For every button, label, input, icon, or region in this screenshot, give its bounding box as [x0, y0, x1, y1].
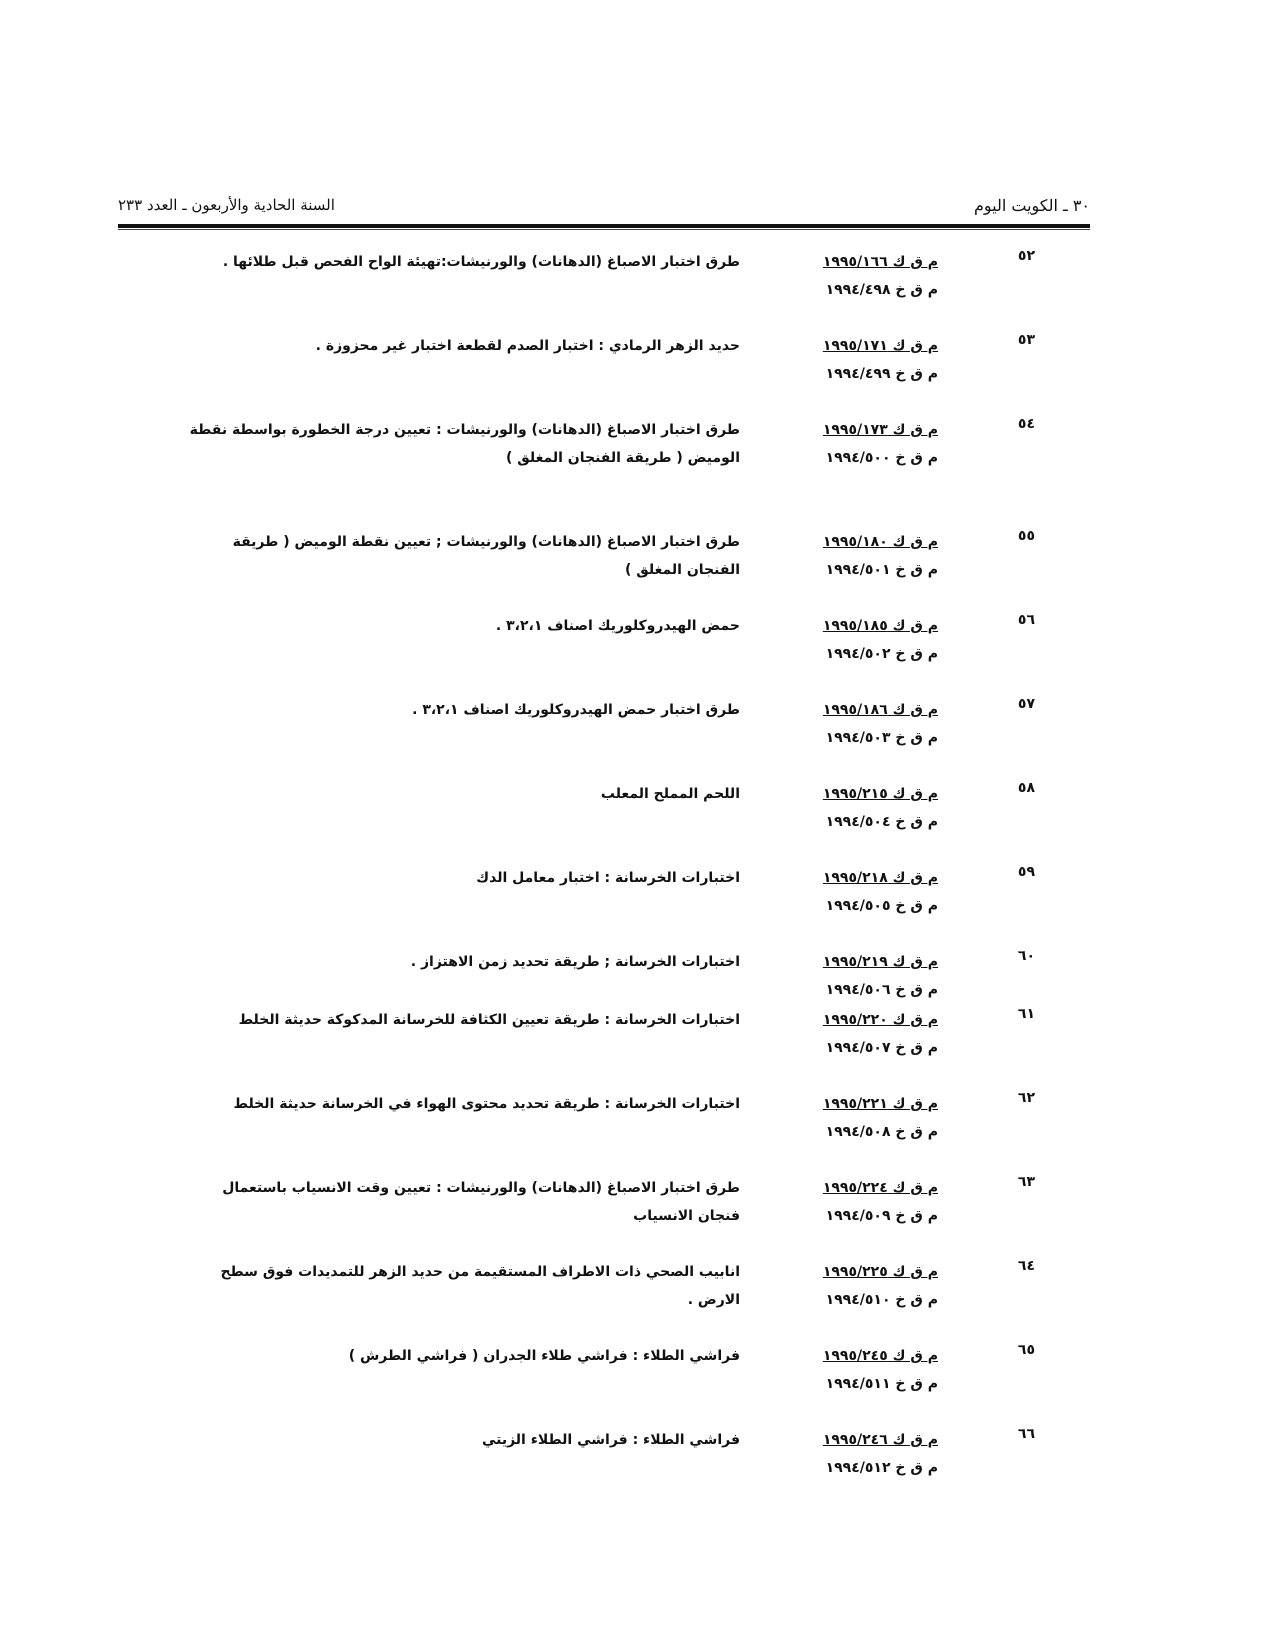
list-item: [0, 948, 1275, 1006]
page-header: [118, 196, 1090, 222]
entry-number: ٦٣: [1017, 1174, 1035, 1190]
entry-title: طرق اختبار حمض الهيدروكلوريك اصناف ٣،٢،١ .: [412, 702, 740, 718]
entry-title: فراشي الطلاء : فراشي طلاء الجدران ( فراشي الطرش ): [348, 1348, 740, 1364]
entry-number: ٦٤: [1017, 1258, 1035, 1274]
entry-title: طرق اختبار الاصباغ (الدهانات) والورنيشات : تعيين درجة الخطورة بواسطة نقطة الوميض ( طريقة الفنجان المغلق ): [189, 422, 740, 466]
list-item: [0, 780, 1275, 864]
code-kh: م ق خ ١٩٩٤/٥٠٨: [825, 1124, 938, 1140]
list-item: [0, 1258, 1275, 1342]
code-k: م ق ك ١٩٩٥/١٧١: [822, 338, 938, 354]
entry-codes: [760, 780, 938, 836]
code-k: م ق ك ١٩٩٥/١٦٦: [822, 254, 938, 270]
entry-title: حمض الهيدروكلوريك اصناف ٣،٢،١ .: [495, 618, 740, 634]
entry-number: ٥٤: [1017, 416, 1035, 432]
code-kh: م ق خ ١٩٩٤/٥٠٦: [825, 982, 938, 998]
entry-number: ٥٦: [1017, 612, 1035, 628]
entry-number: ٦٦: [1017, 1426, 1035, 1442]
entry-title: طرق اختبار الاصباغ (الدهانات) والورنيشات:تهيئة الواح الفحص قبل طلائها .: [222, 254, 740, 270]
code-kh: م ق خ ١٩٩٤/٥٠٤: [825, 814, 938, 830]
code-k: م ق ك ١٩٩٥/٢٢٠: [822, 1012, 938, 1028]
code-k: م ق ك ١٩٩٥/٢١٨: [822, 870, 938, 886]
list-item: [0, 1342, 1275, 1426]
entry-codes: [760, 1426, 938, 1482]
issue-info: السنة الحادية والأربعون ـ العدد ٢٣٣: [118, 196, 335, 214]
header-rule: [118, 224, 1090, 230]
entry-codes: [760, 332, 938, 388]
entry-codes: [760, 528, 938, 584]
entry-title: طرق اختبار الاصباغ (الدهانات) والورنيشات ; تعيين نقطة الوميض ( طريقة الفنجان المغلق ): [232, 534, 740, 578]
entry-number: ٥٩: [1017, 864, 1035, 880]
code-kh: م ق خ ١٩٩٤/٥٠٢: [825, 646, 938, 662]
entry-number: ٥٢: [1017, 248, 1035, 264]
entry-title: حديد الزهر الرمادي : اختبار الصدم لقطعة اختبار غير محزوزة .: [315, 338, 740, 354]
code-kh: م ق خ ١٩٩٤/٥١٢: [825, 1460, 938, 1476]
entry-title: انابيب الصحي ذات الاطراف المستقيمة من حديد الزهر للتمديدات فوق سطح الارض .: [220, 1264, 740, 1308]
entry-codes: [760, 416, 938, 472]
entry-codes: [760, 1090, 938, 1146]
code-k: م ق ك ١٩٩٥/٢٤٥: [822, 1348, 938, 1364]
list-item: [0, 248, 1275, 332]
entry-title: فراشي الطلاء : فراشي الطلاء الزيتي: [481, 1432, 740, 1448]
entry-number: ٦١: [1017, 1006, 1035, 1022]
list-item: [0, 416, 1275, 528]
list-item: [0, 1426, 1275, 1510]
code-k: م ق ك ١٩٩٥/١٨٦: [822, 702, 938, 718]
code-kh: م ق خ ١٩٩٤/٥٠٣: [825, 730, 938, 746]
code-kh: م ق خ ١٩٩٤/٤٩٩: [825, 366, 938, 382]
code-kh: م ق خ ١٩٩٤/٥٠٧: [825, 1040, 938, 1056]
code-k: م ق ك ١٩٩٥/١٨٥: [822, 618, 938, 634]
entry-number: ٥٣: [1017, 332, 1035, 348]
entry-number: ٥٥: [1017, 528, 1035, 544]
code-kh: م ق خ ١٩٩٤/٥٠٩: [825, 1208, 938, 1224]
code-kh: م ق خ ١٩٩٤/٥٠٥: [825, 898, 938, 914]
entry-number: ٦٠: [1017, 948, 1035, 964]
code-kh: م ق خ ١٩٩٤/٤٩٨: [825, 282, 938, 298]
list-item: [0, 1174, 1275, 1258]
entry-codes: [760, 248, 938, 304]
entry-codes: [760, 1342, 938, 1398]
standards-list: [0, 248, 1275, 1510]
code-k: م ق ك ١٩٩٥/٢٢٤: [822, 1180, 938, 1196]
code-kh: م ق خ ١٩٩٤/٥٠٠: [825, 450, 938, 466]
list-item: [0, 612, 1275, 696]
list-item: [0, 1006, 1275, 1090]
code-kh: م ق خ ١٩٩٤/٥١٠: [825, 1292, 938, 1308]
entry-codes: [760, 612, 938, 668]
entry-number: ٥٧: [1017, 696, 1035, 712]
entry-title: طرق اختبار الاصباغ (الدهانات) والورنيشات : تعيين وقت الانسياب باستعمال فنجان الانسياب: [222, 1180, 740, 1224]
code-k: م ق ك ١٩٩٥/٢١٩: [822, 954, 938, 970]
entry-codes: [760, 1258, 938, 1314]
list-item: [0, 696, 1275, 780]
entry-codes: [760, 1006, 938, 1062]
list-item: [0, 1090, 1275, 1174]
entry-title: اللحم المملح المعلب: [600, 786, 740, 802]
code-k: م ق ك ١٩٩٥/٢٤٦: [822, 1432, 938, 1448]
entry-number: ٥٨: [1017, 780, 1035, 796]
list-item: [0, 528, 1275, 612]
code-k: م ق ك ١٩٩٥/٢٢٥: [822, 1264, 938, 1280]
entry-title: اختبارات الخرسانة ; طريقة تحديد زمن الاهتزاز .: [410, 954, 740, 970]
list-item: [0, 864, 1275, 948]
entry-number: ٦٥: [1017, 1342, 1035, 1358]
code-k: م ق ك ١٩٩٥/١٨٠: [822, 534, 938, 550]
code-k: م ق ك ١٩٩٥/١٧٣: [822, 422, 938, 438]
entry-codes: [760, 864, 938, 920]
entry-number: ٦٢: [1017, 1090, 1035, 1106]
entry-codes: [760, 1174, 938, 1230]
entry-codes: [760, 696, 938, 752]
entry-title: اختبارات الخرسانة : اختبار معامل الدك: [476, 870, 740, 886]
entry-title: اختبارات الخرسانة : طريقة تعيين الكثافة للخرسانة المدكوكة حديثة الخلط: [238, 1012, 740, 1028]
list-item: [0, 332, 1275, 416]
entry-title: اختبارات الخرسانة : طريقة تحديد محتوى الهواء في الخرسانة حديثة الخلط: [233, 1096, 740, 1112]
code-kh: م ق خ ١٩٩٤/٥٠١: [825, 562, 938, 578]
code-k: م ق ك ١٩٩٥/٢١٥: [822, 786, 938, 802]
code-kh: م ق خ ١٩٩٤/٥١١: [825, 1376, 938, 1392]
page-label: ٣٠ ـ الكويت اليوم: [973, 196, 1090, 215]
code-k: م ق ك ١٩٩٥/٢٢١: [822, 1096, 938, 1112]
entry-codes: [760, 948, 938, 1004]
